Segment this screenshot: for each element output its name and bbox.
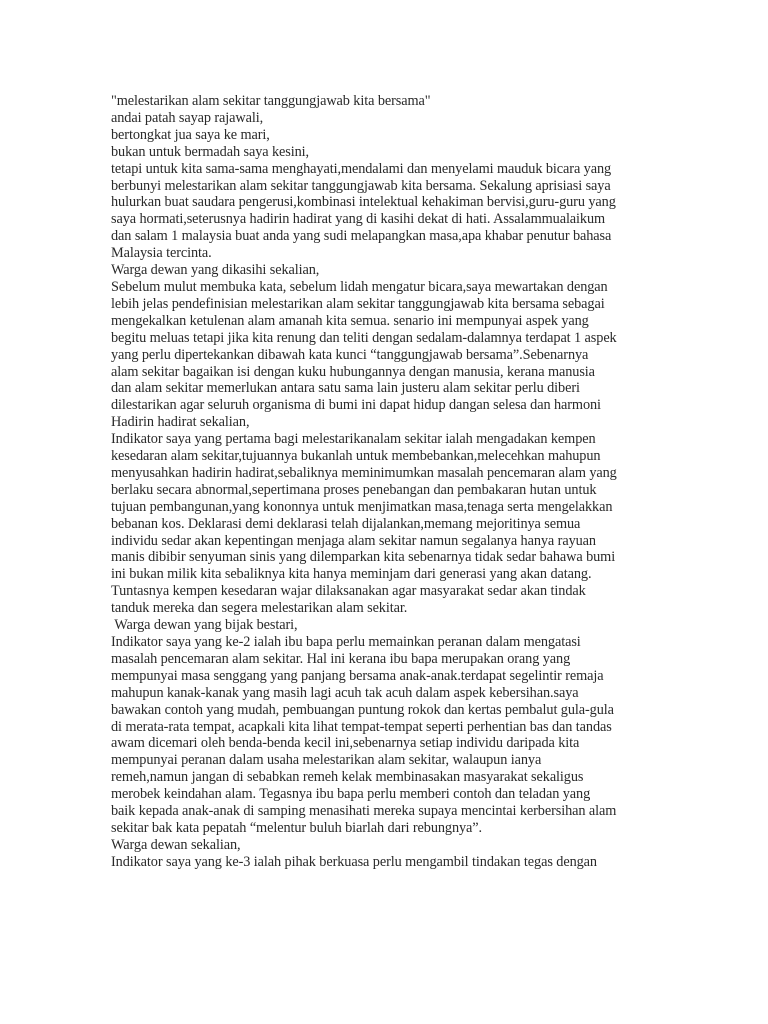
paragraph-line: menyusahkan hadirin hadirat,sebaliknya meminimumkan masalah pencemaran alam yang [111, 464, 617, 481]
paragraph-line: Indikator saya yang pertama bagi melestarikanalam sekitar ialah mengadakan kempen [111, 431, 596, 448]
paragraph-line: alam sekitar bagaikan isi dengan kuku hubungannya dengan manusia, kerana manusia [111, 363, 595, 380]
paragraph-line: bebanan kos. Deklarasi demi deklarasi telah dijalankan,memang mejoritinya semua [111, 515, 581, 532]
salutation-line: Warga dewan yang bijak bestari, [111, 617, 298, 634]
salutation-line: Hadirin hadirat sekalian, [111, 414, 250, 431]
paragraph-line: begitu meluas tetapi jika kita renung dan teliti dengan sedalam-dalamnya terdapat 1 aspek [111, 329, 617, 346]
salutation-line: Warga dewan sekalian, [111, 836, 241, 853]
paragraph-line: Malaysia tercinta. [111, 245, 212, 262]
paragraph-line: dilestarikan agar seluruh organisma di bumi ini dapat hidup dangan selesa dan harmoni [111, 397, 601, 414]
paragraph-line: saya hormati,seterusnya hadirin hadirat yang di kasihi dekat di hati. Assalammualaikum [111, 211, 606, 228]
paragraph-line: mempunyai masa senggang yang panjang bersama anak-anak.terdapat segelintir remaja [111, 667, 604, 684]
paragraph-line: berbunyi melestarikan alam sekitar tanggungjawab kita bersama. Sekalung aprisiasi saya [111, 177, 611, 194]
essay-title: "melestarikan alam sekitar tanggungjawab kita bersama" [111, 93, 431, 109]
paragraph-line: masalah pencemaran alam sekitar. Hal ini kerana ibu bapa merupakan orang yang [111, 650, 571, 667]
pantun-line: bertongkat jua saya ke mari, [111, 126, 270, 143]
paragraph-line: di merata-rata tempat, acapkali kita lihat tempat-tempat seperti perhentian bas dan tandas [111, 718, 612, 735]
paragraph-line: dan salam 1 malaysia buat anda yang sudi melapangkan masa,apa khabar penutur bahasa [111, 228, 612, 245]
paragraph-line: tujuan pembangunan,yang kononnya untuk menjimatkan masa,tenaga serta mengelakkan [111, 498, 613, 515]
paragraph-line: merobek keindahan alam. Tegasnya ibu bapa perlu memberi contoh dan teladan yang [111, 786, 591, 803]
paragraph-line: mempunyai peranan dalam usaha melestarikan alam sekitar, walaupun ianya [111, 752, 542, 769]
paragraph-line: hulurkan buat saudara pengerusi,kombinasi intelektual kehakiman bervisi,guru-guru yang [111, 194, 616, 211]
paragraph-line: Indikator saya yang ke-3 ialah pihak berkuasa perlu mengambil tindakan tegas dengan [111, 853, 597, 870]
paragraph-line: lebih jelas pendefinisian melestarikan alam sekitar tanggungjawab kita bersama sebagai [111, 295, 605, 312]
paragraph-line: bawakan contoh yang mudah, pembuangan puntung rokok dan kertas pembalut gula-gula [111, 701, 614, 718]
paragraph-line: Tuntasnya kempen kesedaran wajar dilaksanakan agar masyarakat sedar akan tindak [111, 583, 586, 600]
paragraph-line: mahupun kanak-kanak yang masih lagi acuh tak acuh dalam aspek kebersihan.saya [111, 684, 579, 701]
paragraph-line: yang perlu dipertekankan dibawah kata kunci “tanggungjawab bersama”.Sebenarnya [111, 346, 589, 363]
paragraph-line: tanduk mereka dan segera melestarikan alam sekitar. [111, 600, 408, 617]
paragraph-line: dan alam sekitar memerlukan antara satu sama lain justeru alam sekitar perlu diberi [111, 380, 580, 397]
paragraph-line: ini bukan milik kita sebaliknya kita hanya meminjam dari generasi yang akan datang. [111, 566, 592, 583]
paragraph-line: awam dicemari oleh benda-benda kecil ini,sebenarnya setiap individu daripada kita [111, 735, 580, 752]
pantun-line: bukan untuk bermadah saya kesini, [111, 143, 309, 160]
paragraph-line: kesedaran alam sekitar,tujuannya bukanlah untuk membebankan,melecehkan mahupun [111, 448, 601, 465]
salutation-line: Warga dewan yang dikasihi sekalian, [111, 262, 320, 279]
document-page [111, 93, 661, 871]
paragraph-line: tetapi untuk kita sama-sama menghayati,mendalami dan menyelami mauduk bicara yang [111, 160, 612, 177]
paragraph-line: sekitar bak kata pepatah “melentur buluh biarlah dari rebungnya”. [111, 819, 483, 836]
paragraph-line: Sebelum mulut membuka kata, sebelum lidah mengatur bicara,saya mewartakan dengan [111, 278, 608, 295]
paragraph-line: Indikator saya yang ke-2 ialah ibu bapa perlu memainkan peranan dalam mengatasi [111, 634, 581, 650]
paragraph-line: mengekalkan ketulenan alam amanah kita semua. senario ini mempunyai aspek yang [111, 312, 589, 329]
paragraph-line: baik kepada anak-anak di samping menasihati mereka supaya mencintai kerbersihan alam [111, 803, 617, 820]
pantun-line: andai patah sayap rajawali, [111, 109, 264, 126]
paragraph-line: manis dibibir senyuman sinis yang dilemparkan kita sebenarnya tidak sedar bahawa bumi [111, 549, 616, 566]
paragraph-line: berlaku secara abnormal,sepertimana proses penebangan dan pembakaran hutan untuk [111, 481, 597, 498]
paragraph-line: remeh,namun jangan di sebabkan remeh kelak membinasakan masyarakat sekaligus [111, 769, 584, 786]
paragraph-line: individu sedar akan kepentingan menjaga alam sekitar namun segalanya hanya rayuan [111, 532, 596, 549]
